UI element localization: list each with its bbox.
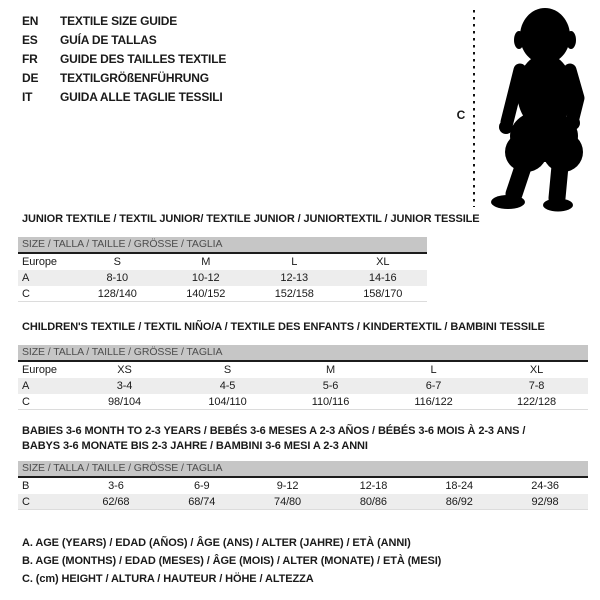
table-cell: XL xyxy=(529,364,544,376)
table-cell: 14-16 xyxy=(368,272,397,284)
row-label: B xyxy=(22,480,30,492)
table-cell: L xyxy=(291,256,298,268)
table-title-line1: BABIES 3-6 MONTH TO 2-3 YEARS / BEBÉS 3-6 MESES A 2-3 AÑOS / BÉBÉS 3-6 MOIS À 2-3 ANS / xyxy=(22,425,526,437)
table-cell: 12-13 xyxy=(280,272,309,284)
table-cell: L xyxy=(430,364,437,376)
table-cell: 62/68 xyxy=(102,495,130,508)
table-cell: 7-8 xyxy=(528,380,545,392)
table-cell: 98/104 xyxy=(107,395,142,408)
table-cell: 140/152 xyxy=(186,287,226,300)
table-cell: 3-4 xyxy=(116,380,133,392)
table-cell: XL xyxy=(376,256,390,268)
size-figure xyxy=(440,4,598,212)
table-cell: 80/86 xyxy=(359,495,387,508)
guide-title: GUIDE DES TAILLES TEXTILE xyxy=(60,52,227,66)
toddler-body xyxy=(491,8,583,212)
table-cell: 6-9 xyxy=(193,480,210,492)
guide-title: TEXTILE SIZE GUIDE xyxy=(60,14,178,28)
table-title: JUNIOR TEXTILE / TEXTIL JUNIOR/ TEXTILE JUNIOR / JUNIORTEXTIL / JUNIOR TESSILE xyxy=(22,213,480,225)
table-cell: XS xyxy=(117,364,132,376)
language-code: IT xyxy=(22,90,33,104)
table-cell: 122/128 xyxy=(516,395,557,408)
table-cell: M xyxy=(325,364,336,376)
language-code: EN xyxy=(22,14,39,28)
guide-title: TEXTILGRÖßENFÜHRUNG xyxy=(60,71,209,85)
table-row xyxy=(18,378,588,394)
table-title xyxy=(18,424,588,454)
row-label: A xyxy=(22,380,30,392)
language-title-block xyxy=(22,12,226,107)
row-label: C xyxy=(22,395,30,408)
table-cell: 9-12 xyxy=(276,480,299,492)
table-title-line2: BABYS 3-6 MONATE BIS 2-3 JAHRE / BAMBINI 3-6 MESI A 2-3 ANNI xyxy=(22,440,368,452)
size-header-bar: SIZE / TALLA / TAILLE / GRÖSSE / TAGLIA xyxy=(18,461,588,478)
table-cell: 104/110 xyxy=(208,395,247,408)
row-label: C xyxy=(22,287,30,300)
guide-title: GUÍA DE TALLAS xyxy=(60,33,157,47)
table-cell: 8-10 xyxy=(106,272,129,284)
size-header-bar: SIZE / TALLA / TAILLE / GRÖSSE / TAGLIA xyxy=(18,237,427,254)
table-cell: S xyxy=(113,256,121,268)
legend-line-b: B. AGE (MONTHS) / EDAD (MESES) / ÂGE (MOIS) / ALTER (MONATE) / ETÀ (MESI) xyxy=(22,555,442,567)
table-cell: 128/140 xyxy=(97,287,137,300)
junior-size-table xyxy=(18,212,480,302)
table-cell: 12-18 xyxy=(359,480,388,492)
language-row xyxy=(22,69,226,88)
guide-title: GUIDA ALLE TAGLIE TESSILI xyxy=(60,90,223,104)
table-cell: 92/98 xyxy=(531,495,559,508)
language-code: FR xyxy=(22,52,38,66)
table-row xyxy=(18,286,427,302)
table-row xyxy=(18,270,427,286)
row-label: Europe xyxy=(22,256,57,268)
row-label: C xyxy=(22,495,30,508)
table-cell: 86/92 xyxy=(445,495,473,508)
table-row xyxy=(18,254,427,270)
table-row xyxy=(18,394,588,410)
table-cell: 10-12 xyxy=(191,272,220,284)
table-cell: 74/80 xyxy=(274,495,302,508)
table-row xyxy=(18,494,588,510)
row-label: Europe xyxy=(22,364,57,376)
table-title: CHILDREN'S TEXTILE / TEXTIL NIÑO/A / TEXTILE DES ENFANTS / KINDERTEXTIL / BAMBINI TESSILE xyxy=(22,321,545,333)
table-cell: 24-36 xyxy=(531,480,559,492)
table-cell: 68/74 xyxy=(188,495,216,508)
table-cell: S xyxy=(223,364,232,376)
table-cell: 18-24 xyxy=(445,480,474,492)
measure-legend xyxy=(22,534,441,588)
babies-size-table xyxy=(18,424,588,510)
language-code: DE xyxy=(22,71,39,85)
table-cell: M xyxy=(201,256,211,268)
language-row xyxy=(22,31,226,50)
language-row xyxy=(22,50,226,69)
language-row xyxy=(22,12,226,31)
table-cell: 6-7 xyxy=(425,380,442,392)
table-cell: 5-6 xyxy=(322,380,339,392)
children-size-table xyxy=(18,320,588,410)
table-row xyxy=(18,362,588,378)
table-cell: 110/116 xyxy=(311,395,350,408)
table-cell: 3-6 xyxy=(108,480,124,492)
height-measure-label: C xyxy=(456,108,466,122)
table-cell: 116/122 xyxy=(414,395,453,408)
table-cell: 152/158 xyxy=(274,287,314,300)
legend-line-a: A. AGE (YEARS) / EDAD (AÑOS) / ÂGE (ANS) / ALTER (JAHRE) / ETÀ (ANNI) xyxy=(22,537,411,549)
table-row xyxy=(18,478,588,494)
size-header-bar: SIZE / TALLA / TAILLE / GRÖSSE / TAGLIA xyxy=(18,345,588,362)
table-cell: 4-5 xyxy=(219,380,236,392)
language-row xyxy=(22,88,226,107)
row-label: A xyxy=(22,272,30,284)
table-cell: 158/170 xyxy=(363,287,403,300)
language-code: ES xyxy=(22,33,38,47)
legend-line-c: C. (cm) HEIGHT / ALTURA / HAUTEUR / HÖHE / ALTEZZA xyxy=(22,573,314,585)
